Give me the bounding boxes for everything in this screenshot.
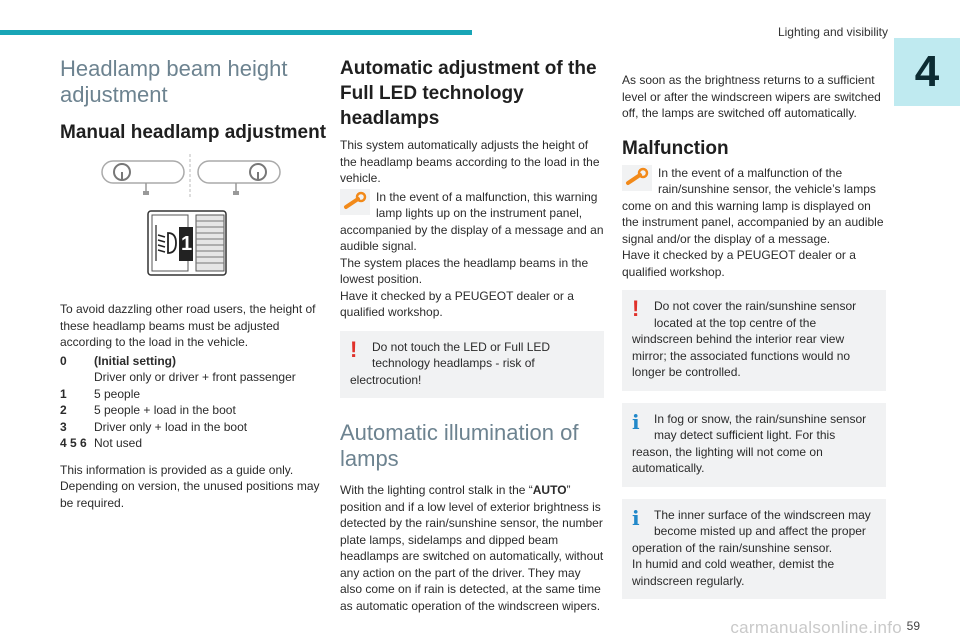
info-icon: i — [632, 409, 640, 434]
auto-keyword: AUTO — [532, 483, 567, 497]
legend-row-0 — [60, 353, 328, 386]
heading-beam-height: Headlamp beam height adjustment — [60, 56, 288, 107]
legend-value: 5 people + load in the boot — [94, 403, 236, 417]
legend-value: Not used — [94, 436, 143, 450]
dealer-check-text-2: Have it checked by a PEUGEOT dealer or a qualified workshop. — [622, 248, 856, 279]
heading-automatic-adjustment: Automatic adjustment of the Full LED technology headlamps — [340, 58, 597, 129]
legend-row-2 — [60, 402, 328, 419]
sensor-malfunction-text: In the event of a malfunction of the rain/sunshine sensor, the vehicle’s lamps come on and this warning lamp is displayed on the instrument panel, accompanied by an audible signal and/or the display of a message. — [622, 165, 884, 246]
header-accent-bar — [0, 30, 472, 35]
info-icon: i — [632, 505, 640, 530]
headlamp-beam-illustration — [60, 153, 328, 289]
wrench-warning-icon — [622, 165, 652, 191]
thumbwheel-position-label: 1 — [181, 233, 193, 255]
info-box-misted — [622, 499, 886, 600]
info-text-2: In humid and cold weather, demist the windscreen regularly. — [632, 557, 835, 588]
headlamp-figure — [60, 153, 328, 289]
lowest-position-text: The system places the headlamp beams in the lowest position. — [340, 255, 589, 286]
warning-box-electrocution — [340, 331, 604, 399]
info-text: The inner surface of the windscreen may become misted up and affect the proper operation of the rain/sunshine sensor. — [632, 507, 871, 555]
heading-automatic-illumination: Automatic illumination of lamps — [340, 420, 579, 471]
position-legend — [60, 353, 328, 452]
exclamation-icon: ! — [350, 336, 358, 362]
legend-key: 3 — [60, 419, 67, 434]
adjustment-intro: To avoid dazzling other road users, the height of these headlamp beams must be adjusted according to the load in the vehicle. — [60, 302, 316, 349]
auto-illumination-text — [340, 482, 604, 614]
chapter-tab: 4 — [894, 38, 960, 106]
legend-key: 4 5 6 — [60, 436, 87, 450]
legend-value: 5 people — [94, 386, 141, 401]
warning-box-sensor-cover — [622, 290, 886, 391]
info-box-fog — [622, 403, 886, 487]
legend-value: Driver only + load in the boot — [94, 419, 248, 434]
column-malfunction — [622, 72, 886, 599]
warning-text: Do not touch the LED or Full LED technology headlamps - risk of electrocution! — [350, 339, 551, 387]
dealer-check-text: Have it checked by a PEUGEOT dealer or a qualified workshop. — [340, 288, 574, 319]
legend-value-0 — [94, 353, 328, 386]
column-automatic-adjustment — [340, 56, 604, 614]
legend-key: 1 — [60, 386, 67, 401]
legend-key: 0 — [60, 353, 67, 368]
section-title: Lighting and visibility — [777, 25, 888, 39]
heading-malfunction: Malfunction — [622, 137, 729, 159]
watermark: carmanualsonline.info — [730, 617, 902, 637]
legend-key: 2 — [60, 403, 67, 417]
legend-row-1 — [60, 386, 328, 403]
sensor-malfunction-block — [622, 165, 886, 248]
legend-row-3 — [60, 419, 328, 436]
wrench-warning-icon — [340, 189, 370, 215]
auto-text-start: With the lighting control stalk in the “ — [340, 483, 533, 497]
lamps-off-text: As soon as the brightness returns to a sufficient level or after the windscreen wipers are switched off, the lamps are switched off automatically. — [622, 73, 881, 120]
legend-row-4 — [60, 435, 328, 452]
page-number: 59 — [906, 618, 920, 633]
malfunction-text: In the event of a malfunction, this warning lamp lights up on the instrument panel, accompanied by the display of a message and an audible signal. — [340, 189, 604, 253]
auto-text-end: ” position and if a low level of exterior brightness is detected by the rain/sunshine sensor, the number plate lamps, sidelamps and dipped beam headlamps are switched on automatically, without any action on the part of the driver. They may also come on if rain is detected, at the same time as automatic operation of the windscreen wipers. — [340, 483, 604, 613]
info-text: In fog or snow, the rain/sunshine sensor may detect sufficient light. For this reason, the lighting will not come on automatically. — [632, 411, 867, 475]
warning-text: Do not cover the rain/sunshine sensor located at the top centre of the windscreen behind the interior rear view mirror; the associated functions would no longer be controlled. — [632, 299, 857, 379]
exclamation-icon: ! — [632, 296, 640, 321]
heading-manual-adjustment: Manual headlamp adjustment — [60, 122, 327, 143]
guide-note: This information is provided as a guide only. Depending on version, the unused positions may be required. — [60, 462, 320, 510]
auto-adjust-desc: This system automatically adjusts the height of the headlamp beams according to the load in the vehicle. — [340, 138, 600, 185]
legend-label: (Initial setting) — [94, 353, 176, 368]
legend-detail: Driver only or driver + front passenger — [94, 370, 296, 384]
column-headlamp-adjustment — [60, 56, 328, 511]
malfunction-block — [340, 189, 604, 255]
